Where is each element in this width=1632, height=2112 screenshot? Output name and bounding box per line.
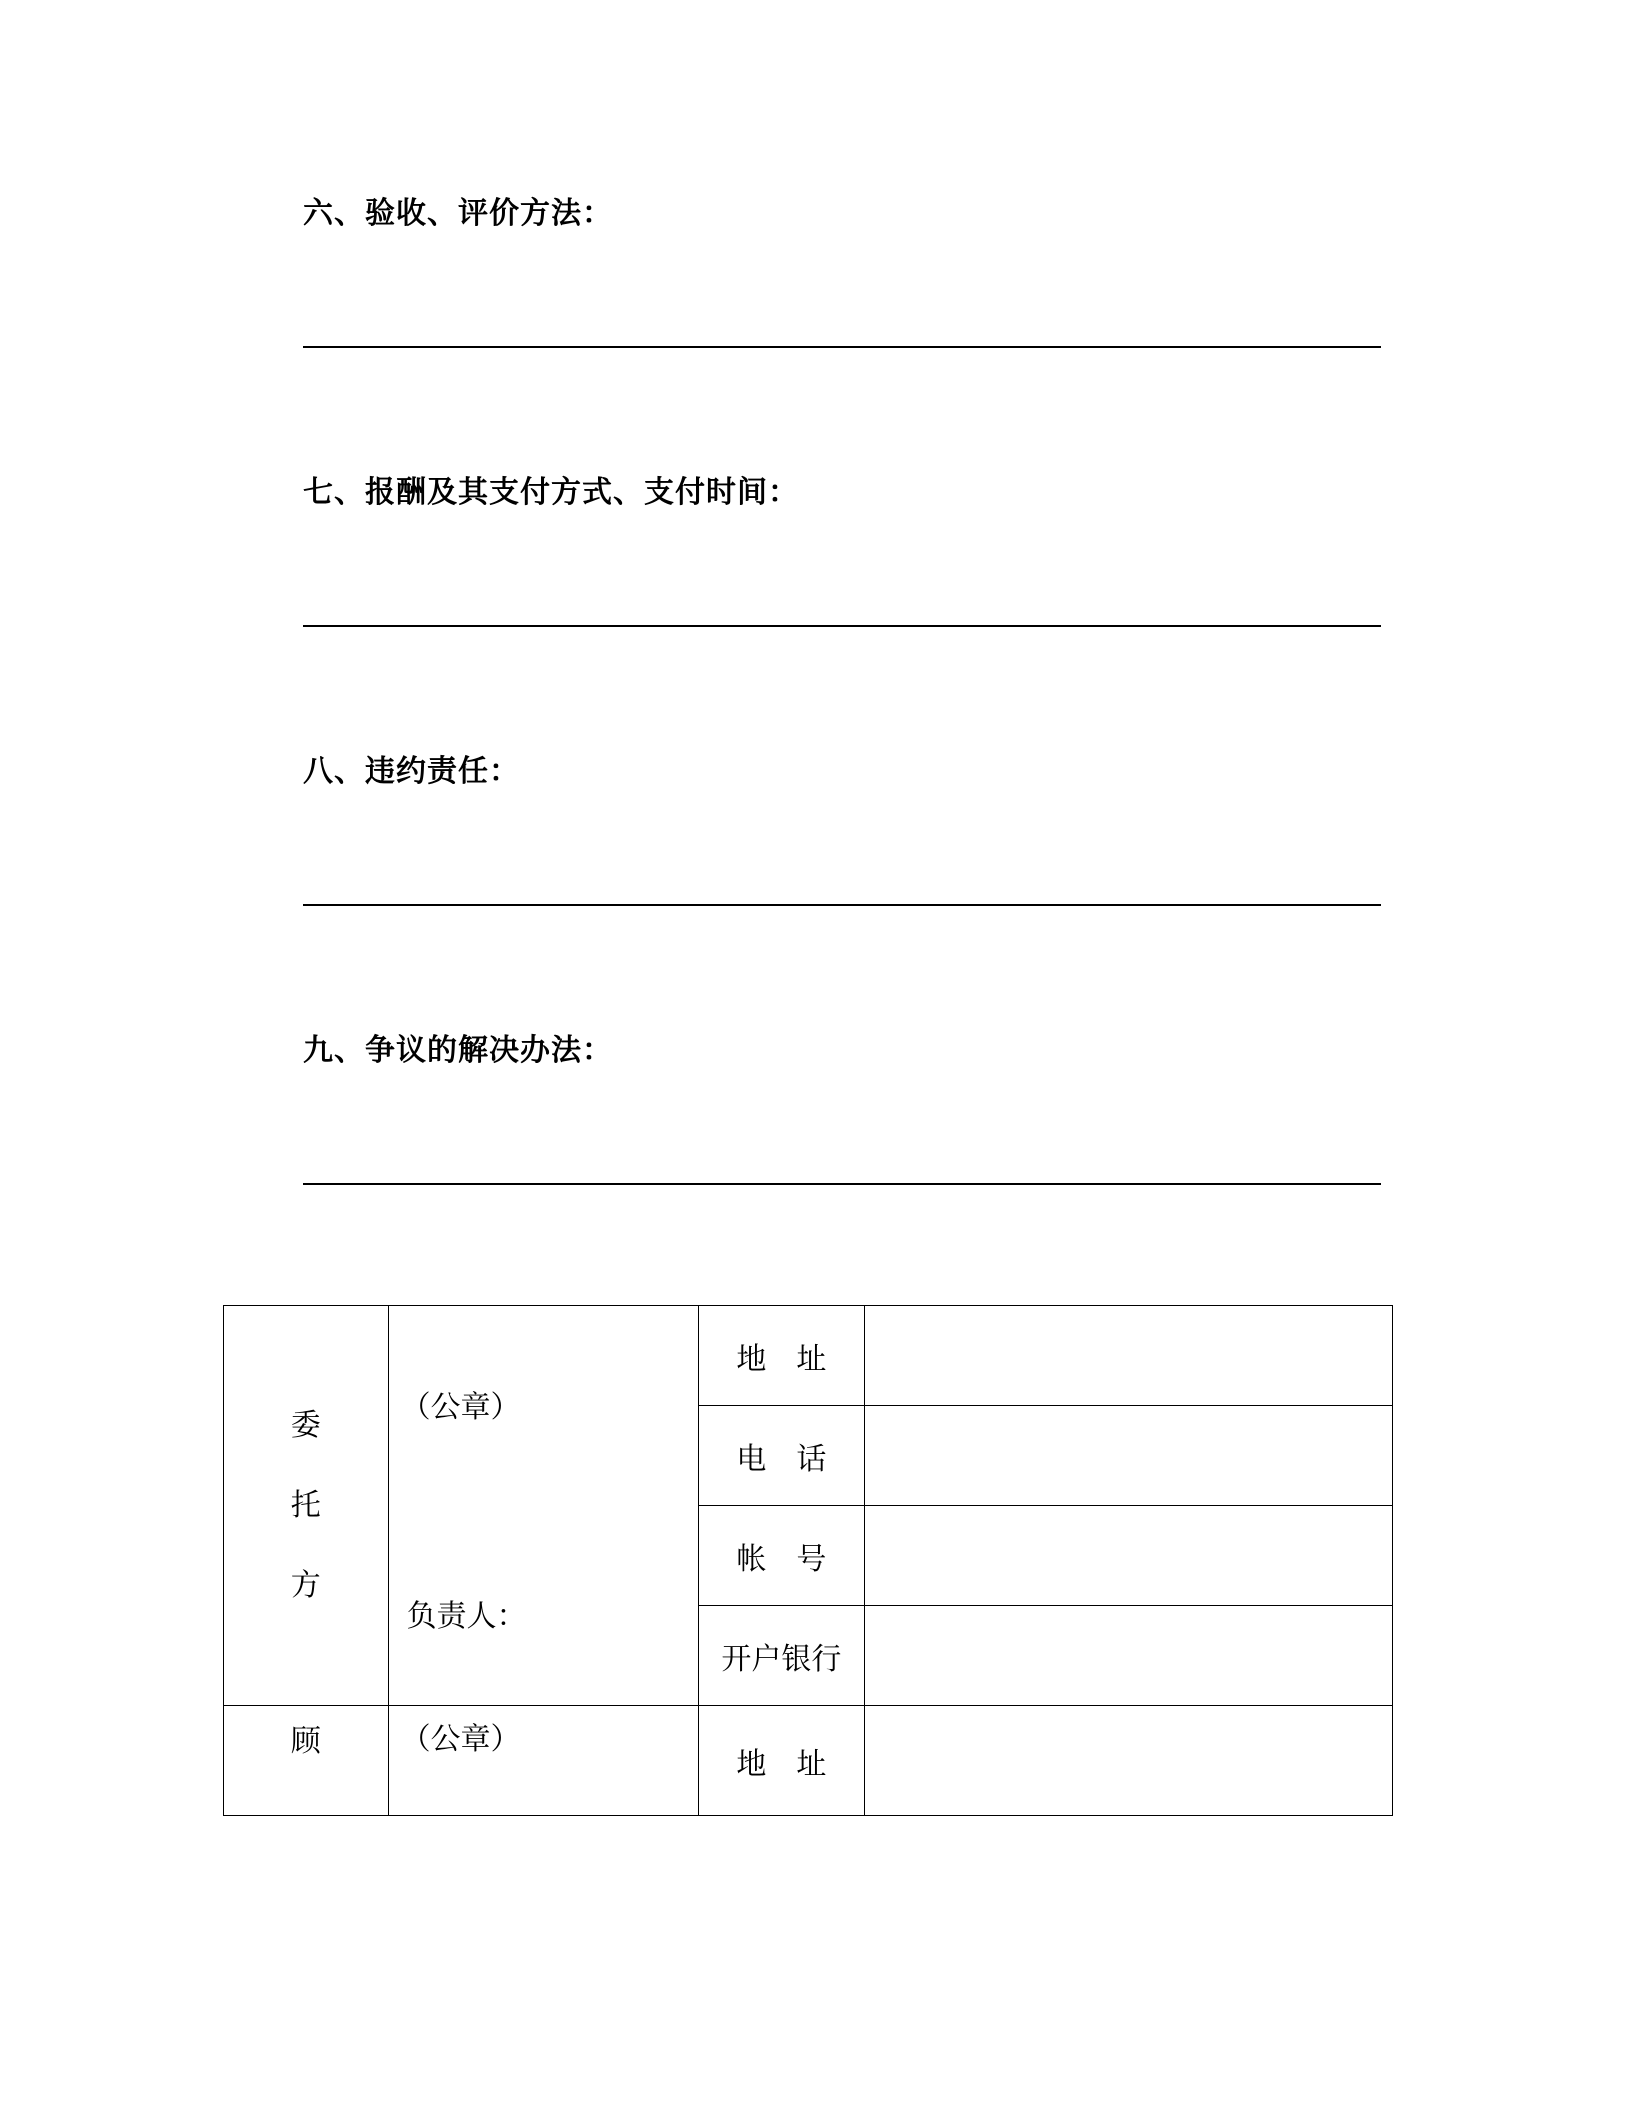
client-phone-label: 电 话 bbox=[698, 1406, 865, 1506]
fill-line-payment[interactable] bbox=[303, 625, 1381, 627]
client-signer-label: 负责人： bbox=[406, 1599, 527, 1634]
client-party-char: 托 bbox=[290, 1487, 321, 1523]
client-seal-cell bbox=[388, 1306, 698, 1706]
client-party-cell bbox=[224, 1306, 389, 1706]
consultant-party-cell: 顾 bbox=[224, 1706, 389, 1816]
client-address-value[interactable] bbox=[865, 1306, 1393, 1406]
party-info-table bbox=[223, 1305, 1393, 1816]
section-heading-payment: 七、报酬及其支付方式、支付时间： bbox=[303, 475, 799, 510]
table-row bbox=[224, 1306, 1393, 1406]
consultant-address-label: 地 址 bbox=[698, 1706, 865, 1816]
fill-line-acceptance[interactable] bbox=[303, 346, 1381, 348]
client-party-char: 委 bbox=[290, 1407, 321, 1443]
client-account-label: 帐 号 bbox=[698, 1506, 865, 1606]
fill-line-liability[interactable] bbox=[303, 904, 1381, 906]
fill-line-dispute[interactable] bbox=[303, 1183, 1381, 1185]
section-heading-liability: 八、违约责任： bbox=[303, 754, 520, 789]
table-row bbox=[224, 1706, 1393, 1816]
client-bank-value[interactable] bbox=[865, 1606, 1393, 1706]
client-account-value[interactable] bbox=[865, 1506, 1393, 1606]
consultant-address-value[interactable] bbox=[865, 1706, 1393, 1816]
client-phone-value[interactable] bbox=[865, 1406, 1393, 1506]
section-heading-dispute: 九、争议的解决办法： bbox=[303, 1033, 613, 1068]
client-address-label: 地 址 bbox=[698, 1306, 865, 1406]
consultant-seal-label: （公章） bbox=[388, 1706, 698, 1816]
section-heading-acceptance: 六、验收、评价方法： bbox=[303, 196, 613, 231]
client-seal-label: （公章） bbox=[400, 1390, 521, 1425]
client-party-char: 方 bbox=[290, 1567, 321, 1603]
client-bank-label: 开户银行 bbox=[698, 1606, 865, 1706]
